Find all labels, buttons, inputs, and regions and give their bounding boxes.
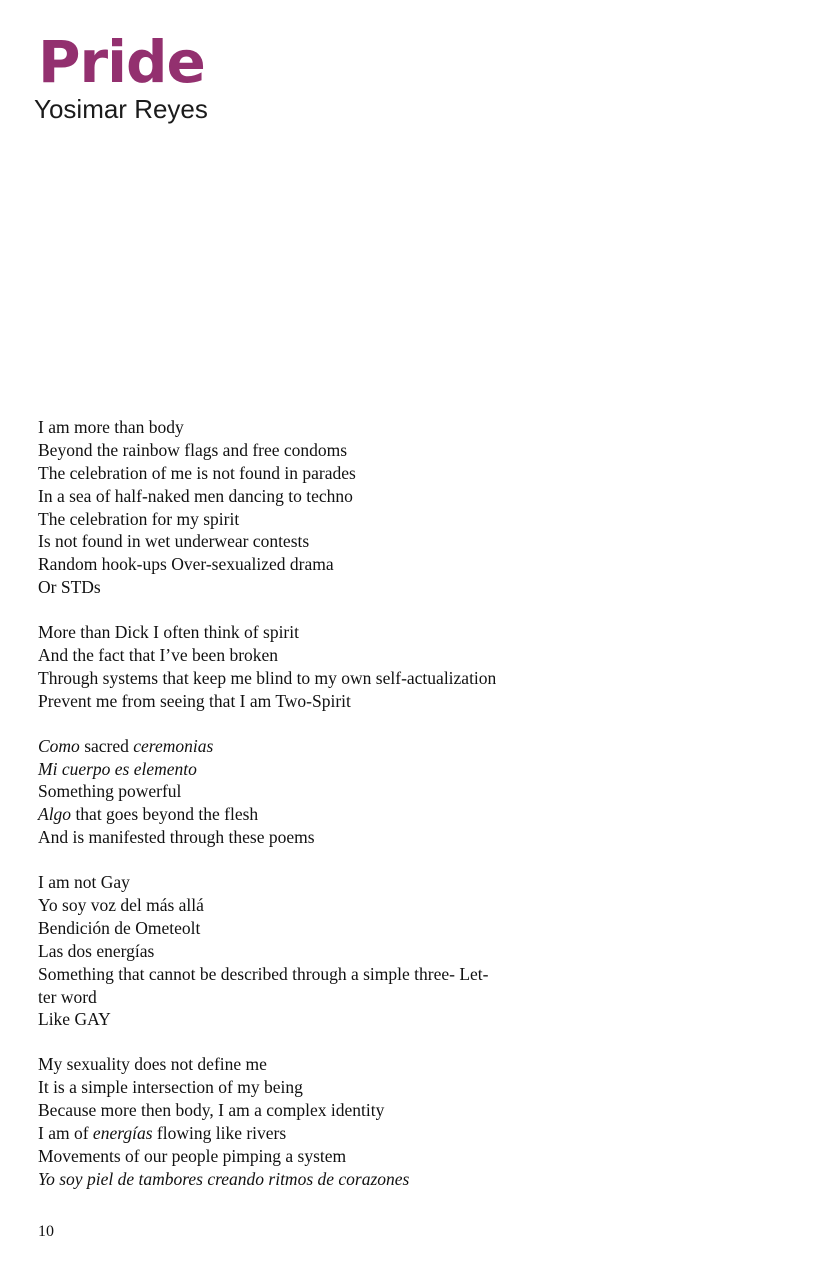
poem-line	[38, 1122, 578, 1145]
poem-line: Las dos energías	[38, 940, 155, 961]
poem-phrase: that goes beyond the flesh	[71, 804, 259, 825]
stanza-5	[38, 1053, 578, 1190]
poem-line: The celebration of me is not found in parades	[38, 462, 356, 483]
italic-phrase: ceremonias	[133, 735, 214, 756]
poem-line: My sexuality does not define me	[38, 1054, 267, 1075]
poem-line: Movements of our people pimping a system	[38, 1145, 347, 1166]
poem-line: Bendición de Ometeolt	[38, 917, 201, 938]
poem-line	[38, 803, 578, 826]
stanza-2	[38, 621, 578, 713]
poem-phrase: flowing like rivers	[152, 1123, 287, 1144]
poem-line: ter word	[38, 986, 97, 1007]
poem-line: Through systems that keep me blind to my own self-actualization	[38, 667, 497, 688]
poem-line: Something that cannot be described through a simple three- Let-	[38, 963, 489, 984]
poem-line: Is not found in wet underwear contests	[38, 531, 310, 552]
poem-line: Prevent me from seeing that I am Two-Spirit	[38, 690, 351, 711]
stanza-3	[38, 735, 578, 849]
poem-line: Random hook-ups Over-sexualized drama	[38, 554, 334, 575]
poem-line: The celebration for my spirit	[38, 508, 240, 529]
poem-line: It is a simple intersection of my being	[38, 1077, 303, 1098]
poem-line: I am more than body	[38, 417, 184, 437]
poem-line: Like GAY	[38, 1009, 111, 1030]
poem-line: And is manifested through these poems	[38, 827, 315, 848]
poem-title: Pride	[38, 28, 205, 96]
poem-line: Because more then body, I am a complex identity	[38, 1100, 385, 1121]
poem-line: I am not Gay	[38, 872, 130, 893]
poem-line: In a sea of half-naked men dancing to techno	[38, 485, 353, 506]
poem-line: Yo soy voz del más allá	[38, 895, 204, 916]
poem-line: Something powerful	[38, 781, 182, 802]
italic-phrase: Algo	[38, 804, 72, 825]
poem-line: Beyond the rainbow flags and free condoms	[38, 439, 348, 460]
poem-line	[38, 735, 578, 758]
poem-phrase: sacred	[79, 735, 134, 756]
poem-line: More than Dick I often think of spirit	[38, 622, 299, 643]
stanza-4	[38, 871, 578, 1031]
italic-phrase: energías	[92, 1123, 153, 1144]
poem-author: Yosimar Reyes	[34, 94, 208, 124]
poem-line: Or STDs	[38, 577, 101, 598]
italic-phrase: Como	[38, 735, 80, 756]
poem-body	[38, 416, 578, 1213]
stanza-1	[38, 416, 578, 599]
page-number: 10	[38, 1223, 54, 1240]
poem-phrase: I am of	[38, 1123, 93, 1144]
poem-line: Mi cuerpo es elemento	[38, 758, 197, 779]
poem-line: Yo soy piel de tambores creando ritmos de corazones	[38, 1168, 410, 1189]
poem-line: And the fact that I’ve been broken	[38, 645, 279, 666]
